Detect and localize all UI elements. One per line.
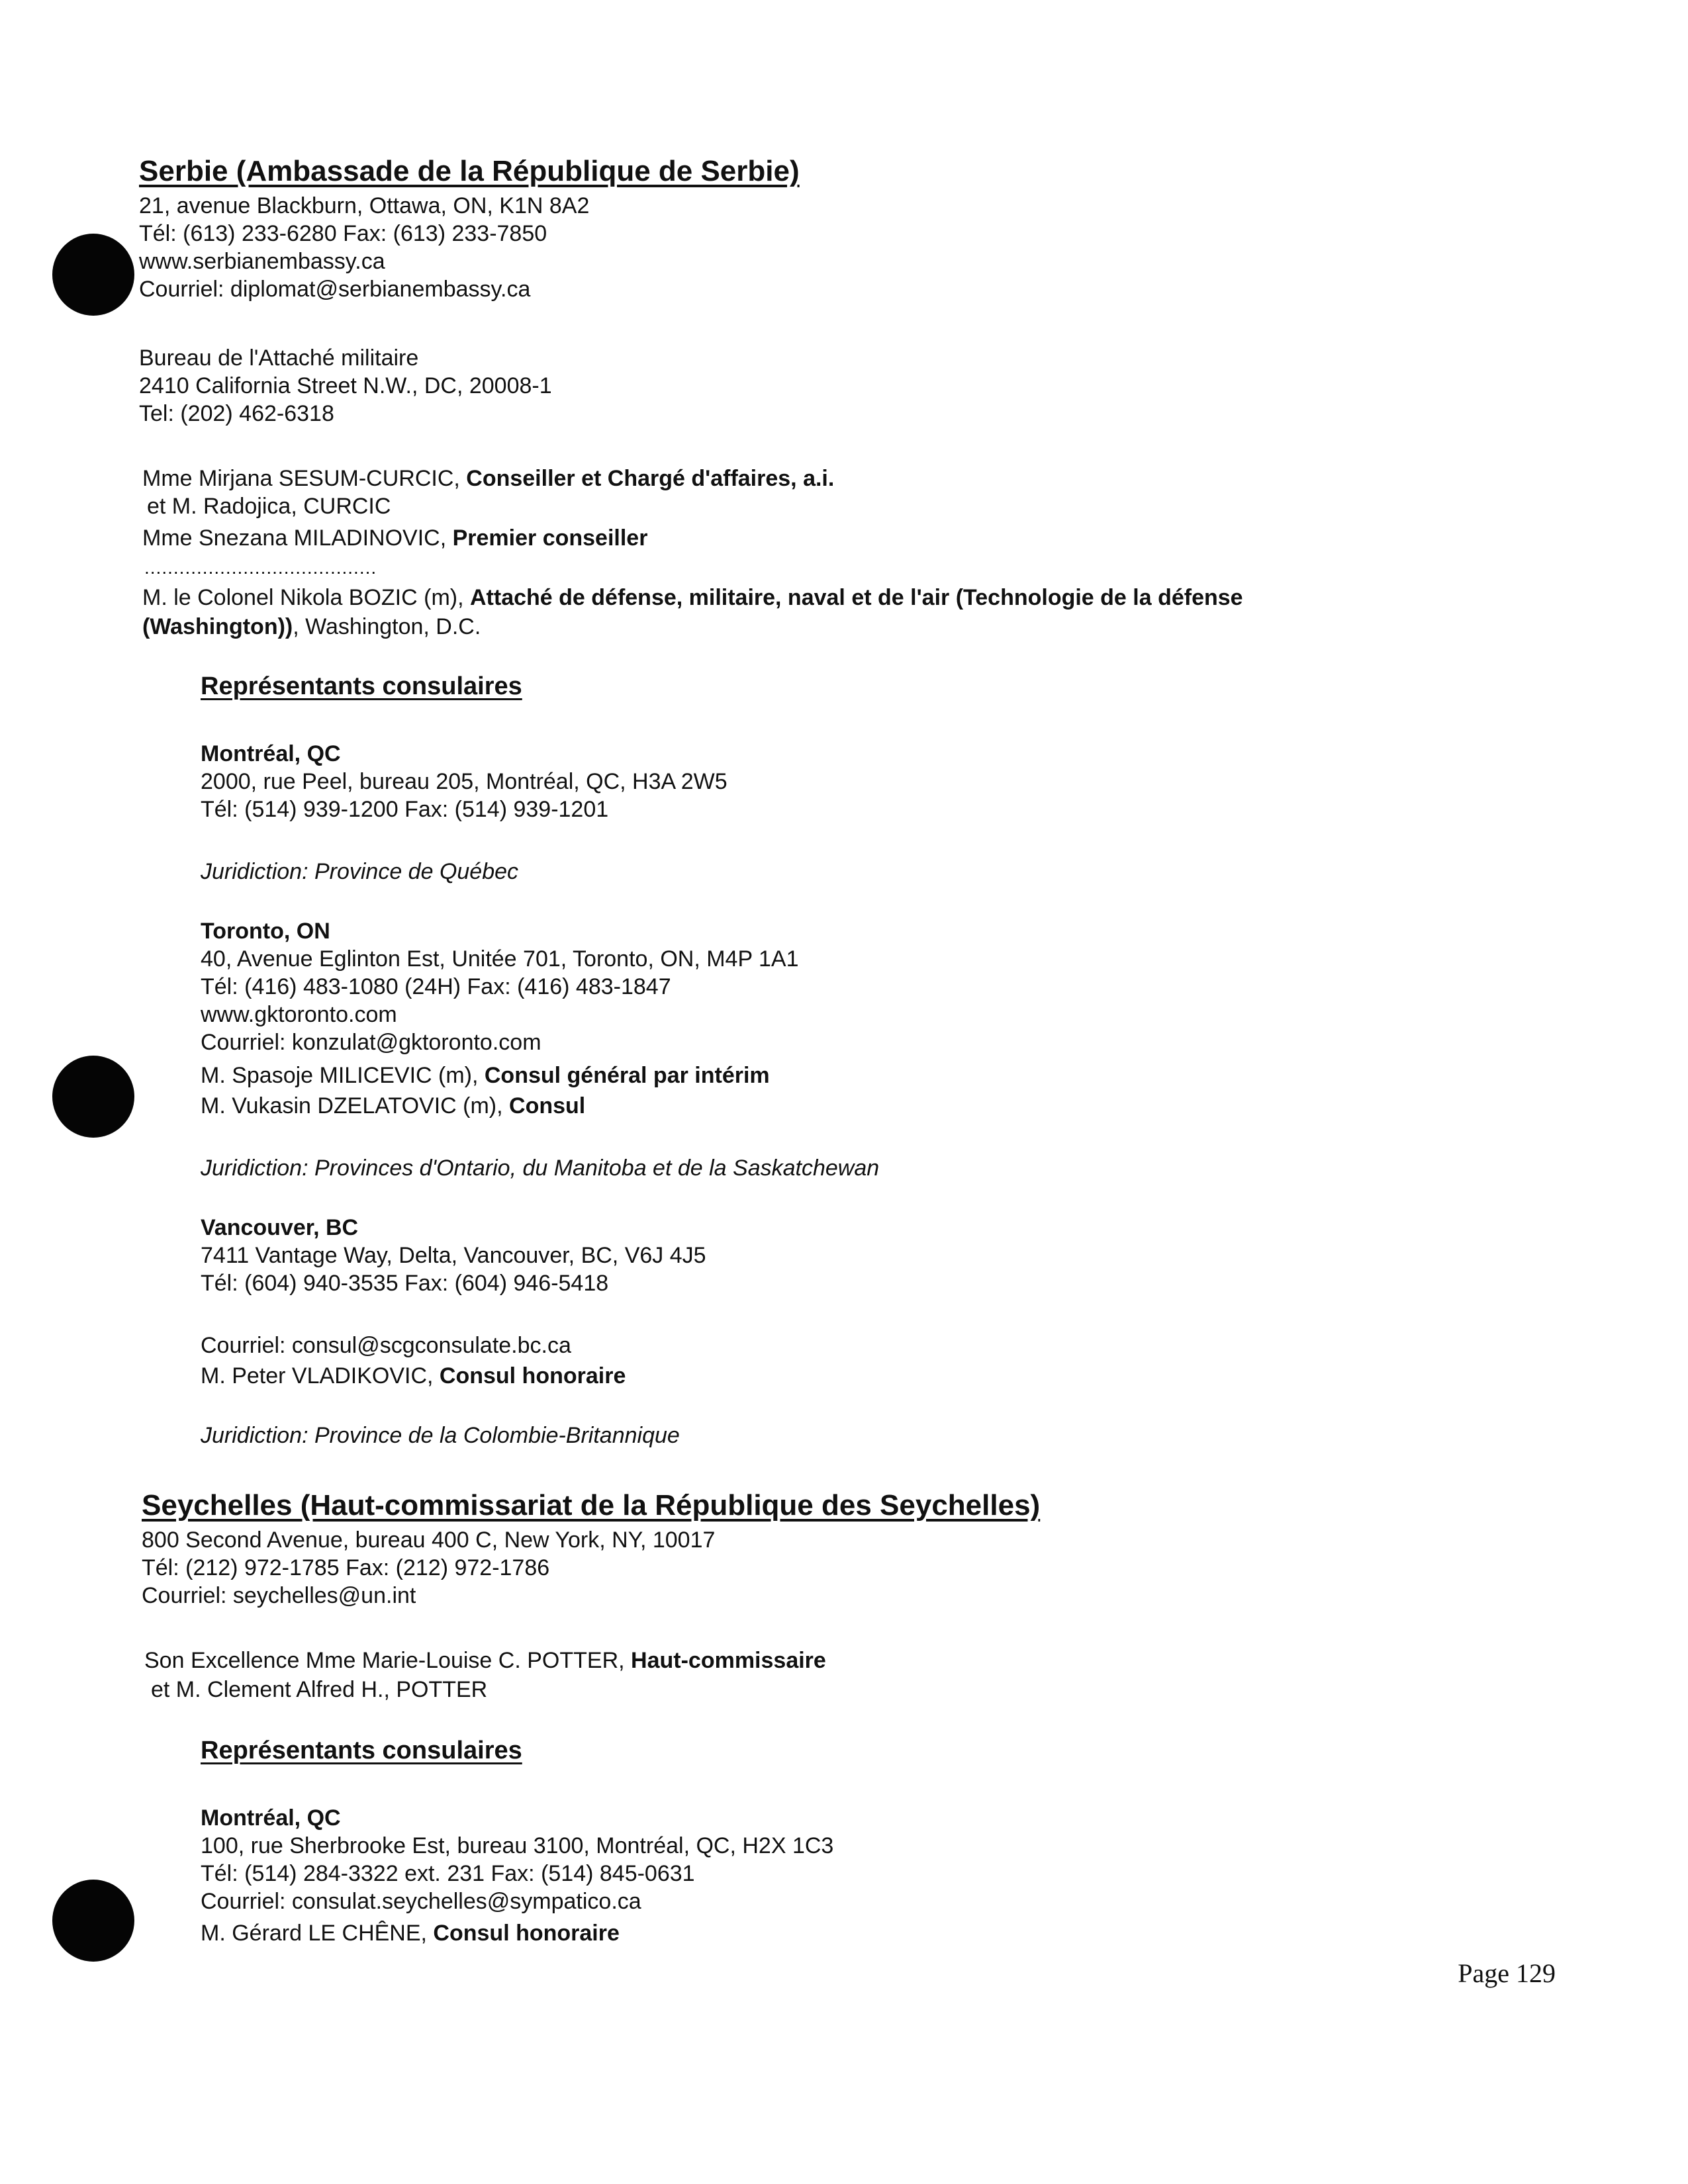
punch-hole-middle — [52, 1056, 134, 1138]
military-office-title: Bureau de l'Attaché militaire — [139, 345, 419, 371]
consulate-email: Courriel: consulat.seychelles@sympatico.ca — [201, 1889, 641, 1914]
staff-line — [147, 492, 391, 520]
staff-role: Consul honoraire — [433, 1921, 620, 1946]
staff-line — [201, 1062, 770, 1089]
attache-line-2 — [142, 613, 481, 641]
consulate-jurisdiction: Juridiction: Province de Québec — [201, 859, 519, 884]
serbie-website: www.serbianembassy.ca — [139, 249, 385, 274]
military-office-phone: Tel: (202) 462-6318 — [139, 401, 334, 426]
consulate-email: Courriel: consul@scgconsulate.bc.ca — [201, 1333, 571, 1358]
staff-name: Son Excellence Mme Marie-Louise C. POTTER, — [144, 1648, 632, 1673]
staff-line — [151, 1676, 487, 1704]
consulate-address: 7411 Vantage Way, Delta, Vancouver, BC, V6J 4J5 — [201, 1243, 706, 1268]
seychelles-address: 800 Second Avenue, bureau 400 C, New York, NY, 10017 — [142, 1527, 716, 1553]
dotted-separator: ........................................ — [144, 557, 377, 578]
consulate-address: 100, rue Sherbrooke Est, bureau 3100, Montréal, QC, H2X 1C3 — [201, 1833, 834, 1858]
consulate-jurisdiction: Juridiction: Provinces d'Ontario, du Manitoba et de la Saskatchewan — [201, 1156, 880, 1181]
consulate-address: 2000, rue Peel, bureau 205, Montréal, QC, H3A 2W5 — [201, 769, 727, 794]
seychelles-email: Courriel: seychelles@un.int — [142, 1583, 416, 1608]
staff-line — [144, 1647, 826, 1674]
attache-role: Attaché de défense, militaire, naval et de l'air (Technologie de la défense — [470, 585, 1243, 610]
consulate-phone: Tél: (514) 939-1200 Fax: (514) 939-1201 — [201, 797, 609, 822]
consulate-phone: Tél: (604) 940-3535 Fax: (604) 946-5418 — [201, 1271, 609, 1296]
staff-name: M. Gérard LE CHÊNE, — [201, 1921, 434, 1946]
staff-role: Premier conseiller — [452, 525, 648, 551]
staff-name: M. Peter VLADIKOVIC, — [201, 1363, 440, 1388]
staff-line — [142, 524, 647, 552]
staff-line — [201, 1092, 585, 1120]
staff-name: et M. Clement Alfred H., POTTER — [151, 1677, 488, 1702]
staff-name: M. Vukasin DZELATOVIC (m), — [201, 1093, 510, 1118]
staff-role: Consul général par intérim — [484, 1063, 770, 1088]
consulate-phone: Tél: (416) 483-1080 (24H) Fax: (416) 483-1847 — [201, 974, 671, 999]
staff-line — [201, 1362, 626, 1390]
staff-name: M. Spasoje MILICEVIC (m), — [201, 1063, 485, 1088]
consulate-city: Vancouver, BC — [201, 1215, 359, 1240]
serbie-phone: Tél: (613) 233-6280 Fax: (613) 233-7850 — [139, 221, 547, 246]
attache-line — [142, 584, 1243, 612]
staff-line — [142, 465, 834, 492]
staff-name: et M. Radojica, CURCIC — [147, 494, 391, 519]
consulate-city: Montréal, QC — [201, 1805, 341, 1831]
serbie-address: 21, avenue Blackburn, Ottawa, ON, K1N 8A2 — [139, 193, 590, 218]
page-number: Page 129 — [1458, 1958, 1556, 1988]
consulate-email: Courriel: konzulat@gktoronto.com — [201, 1030, 541, 1055]
consulate-address: 40, Avenue Eglinton Est, Unitée 701, Toronto, ON, M4P 1A1 — [201, 946, 799, 972]
serbie-email: Courriel: diplomat@serbianembassy.ca — [139, 277, 531, 302]
staff-name: Mme Mirjana SESUM-CURCIC, — [142, 466, 467, 491]
staff-name: Mme Snezana MILADINOVIC, — [142, 525, 453, 551]
attache-name: M. le Colonel Nikola BOZIC (m), — [142, 585, 470, 610]
consular-heading: Représentants consulaires — [201, 1737, 522, 1764]
consulate-city: Toronto, ON — [201, 919, 330, 944]
military-office-address: 2410 California Street N.W., DC, 20008-1 — [139, 373, 552, 398]
consulate-website: www.gktoronto.com — [201, 1002, 397, 1027]
staff-role: Haut-commissaire — [631, 1648, 826, 1673]
consulate-phone: Tél: (514) 284-3322 ext. 231 Fax: (514) 845-0631 — [201, 1861, 695, 1886]
attache-location: , Washington, D.C. — [293, 614, 481, 639]
consulate-jurisdiction: Juridiction: Province de la Colombie-Britannique — [201, 1423, 680, 1448]
staff-role: Consul honoraire — [439, 1363, 626, 1388]
staff-role: Consul — [509, 1093, 586, 1118]
punch-hole-bottom — [52, 1880, 134, 1962]
section-heading-seychelles: Seychelles (Haut-commissariat de la République des Seychelles) — [142, 1489, 1041, 1522]
consulate-city: Montréal, QC — [201, 741, 341, 766]
seychelles-phone: Tél: (212) 972-1785 Fax: (212) 972-1786 — [142, 1555, 550, 1580]
staff-line — [201, 1919, 620, 1947]
section-heading-serbie: Serbie (Ambassade de la République de Serbie) — [139, 155, 800, 187]
punch-hole-top — [52, 234, 134, 316]
staff-role: Conseiller et Chargé d'affaires, a.i. — [466, 466, 835, 491]
consular-heading: Représentants consulaires — [201, 672, 522, 700]
attache-role-cont: (Washington)) — [142, 614, 293, 639]
